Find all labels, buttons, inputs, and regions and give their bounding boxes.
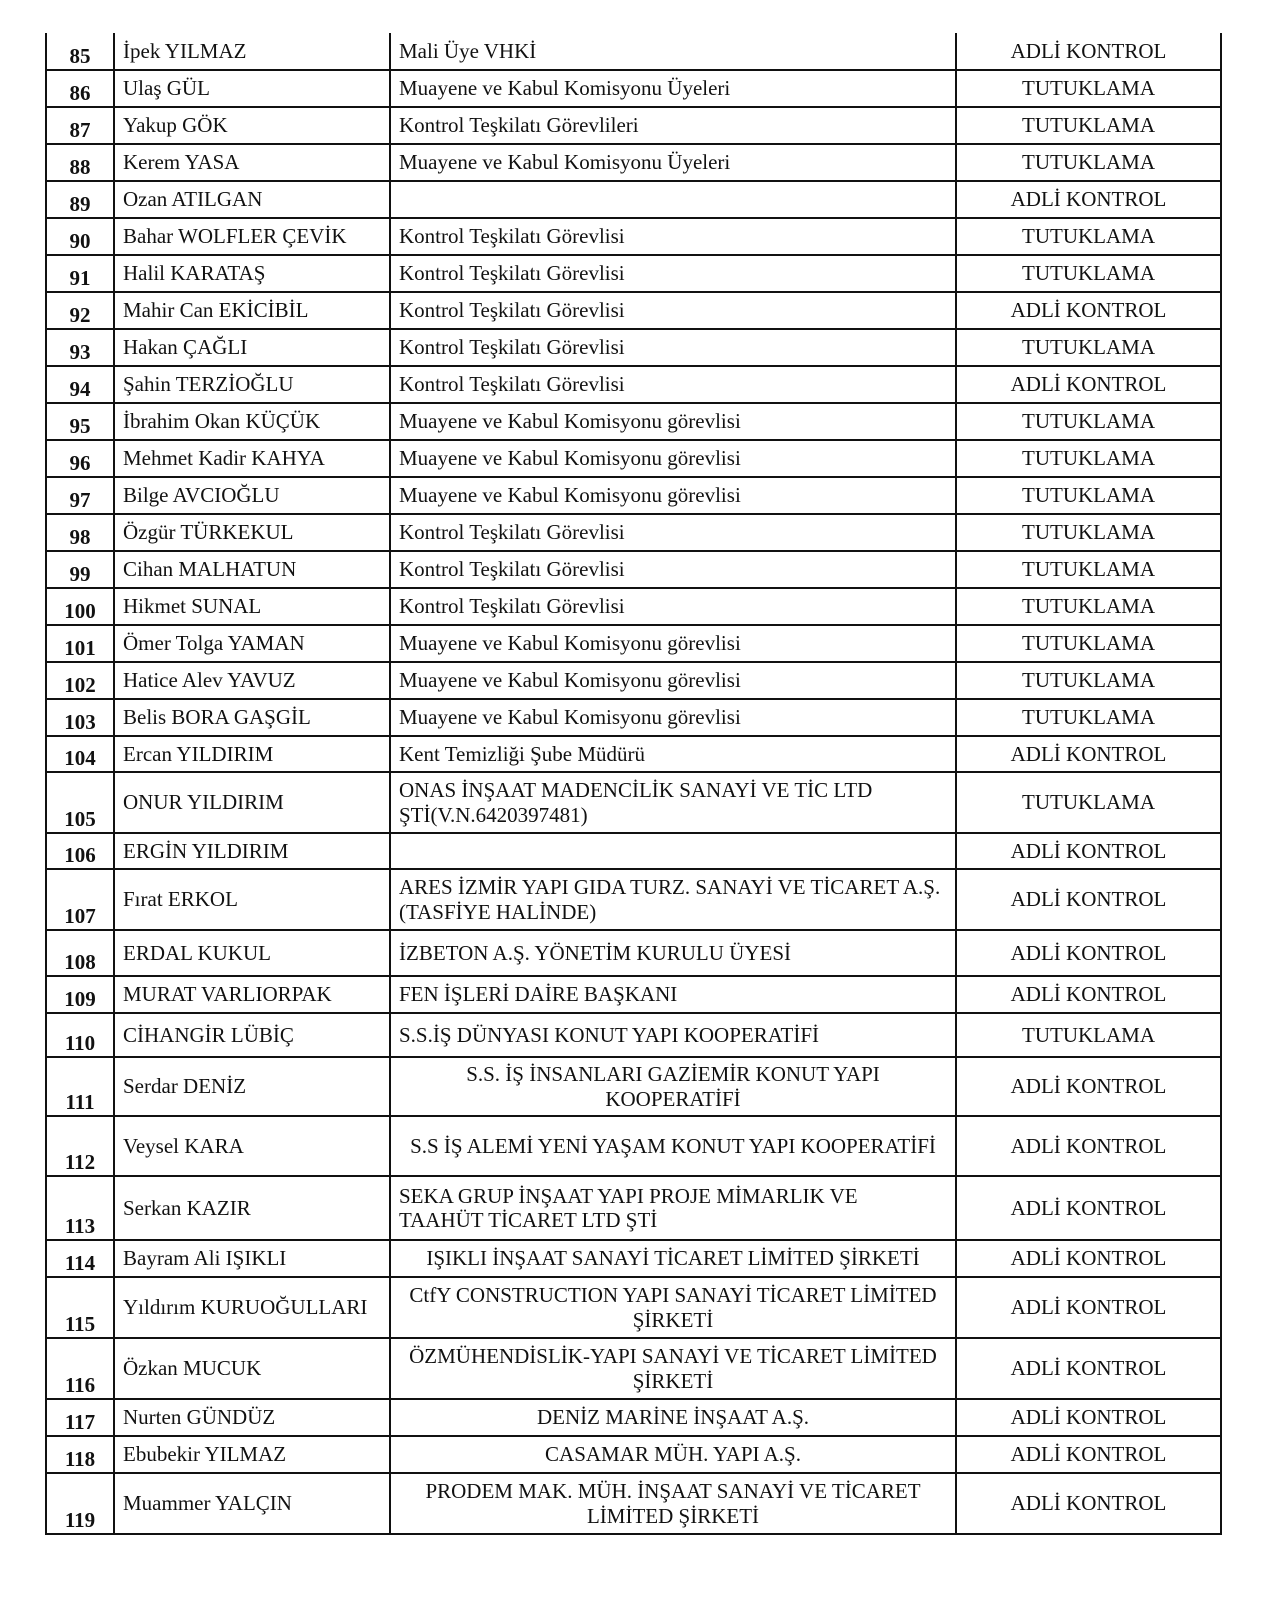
- person-name: ERDAL KUKUL: [114, 930, 390, 976]
- row-number: 99: [46, 551, 114, 588]
- legal-status: TUTUKLAMA: [956, 699, 1221, 736]
- row-number: 91: [46, 255, 114, 292]
- person-name: Şahin TERZİOĞLU: [114, 366, 390, 403]
- table-body: [46, 33, 1221, 1534]
- legal-status: ADLİ KONTROL: [956, 292, 1221, 329]
- person-name: Halil KARATAŞ: [114, 255, 390, 292]
- legal-status: ADLİ KONTROL: [956, 1338, 1221, 1399]
- row-number: 111: [46, 1057, 114, 1116]
- table-row: [46, 144, 1221, 181]
- table-row: [46, 366, 1221, 403]
- table-row: [46, 1399, 1221, 1436]
- position-title: IŞIKLI İNŞAAT SANAYİ TİCARET LİMİTED ŞİRKETİ: [390, 1240, 956, 1277]
- row-number: 101: [46, 625, 114, 662]
- position-title: Muayene ve Kabul Komisyonu Üyeleri: [390, 70, 956, 107]
- position-title: CtfY CONSTRUCTION YAPI SANAYİ TİCARET LİMİTED ŞİRKETİ: [390, 1277, 956, 1338]
- position-title: Kontrol Teşkilatı Görevlisi: [390, 588, 956, 625]
- row-number: 107: [46, 869, 114, 930]
- legal-status: ADLİ KONTROL: [956, 1116, 1221, 1176]
- row-number: 96: [46, 440, 114, 477]
- position-title: Kontrol Teşkilatı Görevlisi: [390, 551, 956, 588]
- person-name: Yıldırım KURUOĞULLARI: [114, 1277, 390, 1338]
- person-name: Özkan MUCUK: [114, 1338, 390, 1399]
- position-title: S.S. İŞ İNSANLARI GAZİEMİR KONUT YAPI KOOPERATİFİ: [390, 1057, 956, 1116]
- legal-status: ADLİ KONTROL: [956, 1176, 1221, 1240]
- person-name: Cihan MALHATUN: [114, 551, 390, 588]
- legal-status: TUTUKLAMA: [956, 255, 1221, 292]
- table-row: [46, 772, 1221, 833]
- legal-status: TUTUKLAMA: [956, 551, 1221, 588]
- legal-status: ADLİ KONTROL: [956, 869, 1221, 930]
- row-number: 95: [46, 403, 114, 440]
- person-name: Ozan ATILGAN: [114, 181, 390, 218]
- legal-status: ADLİ KONTROL: [956, 1277, 1221, 1338]
- table-row: [46, 477, 1221, 514]
- legal-status: TUTUKLAMA: [956, 588, 1221, 625]
- position-title: Kontrol Teşkilatı Görevlisi: [390, 292, 956, 329]
- position-title: Muayene ve Kabul Komisyonu görevlisi: [390, 440, 956, 477]
- table-row: [46, 292, 1221, 329]
- row-number: 116: [46, 1338, 114, 1399]
- legal-status: ADLİ KONTROL: [956, 366, 1221, 403]
- position-title: Kontrol Teşkilatı Görevlisi: [390, 366, 956, 403]
- table-row: [46, 33, 1221, 70]
- table-row: [46, 625, 1221, 662]
- person-name: Özgür TÜRKEKUL: [114, 514, 390, 551]
- position-title: CASAMAR MÜH. YAPI A.Ş.: [390, 1436, 956, 1473]
- row-number: 112: [46, 1116, 114, 1176]
- position-title: Muayene ve Kabul Komisyonu görevlisi: [390, 662, 956, 699]
- row-number: 118: [46, 1436, 114, 1473]
- person-name: Serkan KAZIR: [114, 1176, 390, 1240]
- row-number: 93: [46, 329, 114, 366]
- row-number: 85: [46, 33, 114, 70]
- legal-status: ADLİ KONTROL: [956, 181, 1221, 218]
- table-row: [46, 662, 1221, 699]
- row-number: 86: [46, 70, 114, 107]
- position-title: Kent Temizliği Şube Müdürü: [390, 736, 956, 772]
- position-title: Kontrol Teşkilatı Görevlisi: [390, 218, 956, 255]
- legal-status: TUTUKLAMA: [956, 70, 1221, 107]
- position-title: SEKA GRUP İNŞAAT YAPI PROJE MİMARLIK VE TAAHÜT TİCARET LTD ŞTİ: [390, 1176, 956, 1240]
- person-name: Hikmet SUNAL: [114, 588, 390, 625]
- person-name: Ömer Tolga YAMAN: [114, 625, 390, 662]
- table-row: [46, 1013, 1221, 1057]
- person-name: Hatice Alev YAVUZ: [114, 662, 390, 699]
- person-name: ERGİN YILDIRIM: [114, 833, 390, 869]
- table-row: [46, 699, 1221, 736]
- person-name: Veysel KARA: [114, 1116, 390, 1176]
- row-number: 100: [46, 588, 114, 625]
- person-name: CİHANGİR LÜBİÇ: [114, 1013, 390, 1057]
- legal-status: TUTUKLAMA: [956, 1013, 1221, 1057]
- position-title: DENİZ MARİNE İNŞAAT A.Ş.: [390, 1399, 956, 1436]
- person-name: İpek YILMAZ: [114, 33, 390, 70]
- legal-status: ADLİ KONTROL: [956, 1473, 1221, 1534]
- row-number: 114: [46, 1240, 114, 1277]
- position-title: Kontrol Teşkilatı Görevlisi: [390, 514, 956, 551]
- person-name: Hakan ÇAĞLI: [114, 329, 390, 366]
- legal-status: ADLİ KONTROL: [956, 1436, 1221, 1473]
- person-name: Mahir Can EKİCİBİL: [114, 292, 390, 329]
- row-number: 105: [46, 772, 114, 833]
- table-row: [46, 588, 1221, 625]
- position-title: ONAS İNŞAAT MADENCİLİK SANAYİ VE TİC LTD ŞTİ(V.N.6420397481): [390, 772, 956, 833]
- legal-status: ADLİ KONTROL: [956, 736, 1221, 772]
- table-row: [46, 1176, 1221, 1240]
- legal-status: ADLİ KONTROL: [956, 1399, 1221, 1436]
- row-number: 92: [46, 292, 114, 329]
- row-number: 106: [46, 833, 114, 869]
- person-name: Yakup GÖK: [114, 107, 390, 144]
- person-name: Ulaş GÜL: [114, 70, 390, 107]
- row-number: 90: [46, 218, 114, 255]
- row-number: 97: [46, 477, 114, 514]
- legal-status: ADLİ KONTROL: [956, 930, 1221, 976]
- position-title: Kontrol Teşkilatı Görevlileri: [390, 107, 956, 144]
- position-title: Muayene ve Kabul Komisyonu görevlisi: [390, 625, 956, 662]
- person-name: Bahar WOLFLER ÇEVİK: [114, 218, 390, 255]
- row-number: 104: [46, 736, 114, 772]
- table-row: [46, 70, 1221, 107]
- table-row: [46, 833, 1221, 869]
- person-name: Fırat ERKOL: [114, 869, 390, 930]
- table-row: [46, 403, 1221, 440]
- legal-status: TUTUKLAMA: [956, 218, 1221, 255]
- row-number: 115: [46, 1277, 114, 1338]
- table-row: [46, 1277, 1221, 1338]
- table-row: [46, 1057, 1221, 1116]
- legal-status: ADLİ KONTROL: [956, 976, 1221, 1013]
- table-row: [46, 514, 1221, 551]
- legal-status: TUTUKLAMA: [956, 477, 1221, 514]
- legal-status: TUTUKLAMA: [956, 625, 1221, 662]
- table-row: [46, 1473, 1221, 1534]
- position-title: S.S.İŞ DÜNYASI KONUT YAPI KOOPERATİFİ: [390, 1013, 956, 1057]
- position-title: S.S İŞ ALEMİ YENİ YAŞAM KONUT YAPI KOOPERATİFİ: [390, 1116, 956, 1176]
- person-name: Bayram Ali IŞIKLI: [114, 1240, 390, 1277]
- table-row: [46, 218, 1221, 255]
- position-title: İZBETON A.Ş. YÖNETİM KURULU ÜYESİ: [390, 930, 956, 976]
- legal-status: TUTUKLAMA: [956, 329, 1221, 366]
- position-title: Muayene ve Kabul Komisyonu görevlisi: [390, 403, 956, 440]
- legal-status: TUTUKLAMA: [956, 144, 1221, 181]
- person-name: MURAT VARLIORPAK: [114, 976, 390, 1013]
- row-number: 89: [46, 181, 114, 218]
- row-number: 88: [46, 144, 114, 181]
- table-row: [46, 1116, 1221, 1176]
- table-row: [46, 1436, 1221, 1473]
- position-title: PRODEM MAK. MÜH. İNŞAAT SANAYİ VE TİCARET LİMİTED ŞİRKETİ: [390, 1473, 956, 1534]
- row-number: 98: [46, 514, 114, 551]
- table-row: [46, 255, 1221, 292]
- legal-status: ADLİ KONTROL: [956, 1057, 1221, 1116]
- table-row: [46, 976, 1221, 1013]
- person-name: ONUR YILDIRIM: [114, 772, 390, 833]
- row-number: 108: [46, 930, 114, 976]
- person-name: Serdar DENİZ: [114, 1057, 390, 1116]
- row-number: 103: [46, 699, 114, 736]
- position-title: Kontrol Teşkilatı Görevlisi: [390, 329, 956, 366]
- row-number: 87: [46, 107, 114, 144]
- legal-status: ADLİ KONTROL: [956, 833, 1221, 869]
- row-number: 94: [46, 366, 114, 403]
- legal-status: ADLİ KONTROL: [956, 33, 1221, 70]
- person-name: Belis BORA GAŞGİL: [114, 699, 390, 736]
- row-number: 119: [46, 1473, 114, 1534]
- row-number: 110: [46, 1013, 114, 1057]
- person-name: Kerem YASA: [114, 144, 390, 181]
- position-title: Muayene ve Kabul Komisyonu görevlisi: [390, 699, 956, 736]
- legal-status: TUTUKLAMA: [956, 514, 1221, 551]
- position-title: [390, 833, 956, 869]
- table-row: [46, 930, 1221, 976]
- person-name: Nurten GÜNDÜZ: [114, 1399, 390, 1436]
- position-title: Kontrol Teşkilatı Görevlisi: [390, 255, 956, 292]
- position-title: Muayene ve Kabul Komisyonu görevlisi: [390, 477, 956, 514]
- suspects-table: [45, 33, 1222, 1535]
- row-number: 113: [46, 1176, 114, 1240]
- legal-status: ADLİ KONTROL: [956, 1240, 1221, 1277]
- legal-status: TUTUKLAMA: [956, 440, 1221, 477]
- table-row: [46, 329, 1221, 366]
- person-name: İbrahim Okan KÜÇÜK: [114, 403, 390, 440]
- row-number: 117: [46, 1399, 114, 1436]
- legal-status: TUTUKLAMA: [956, 662, 1221, 699]
- person-name: Mehmet Kadir KAHYA: [114, 440, 390, 477]
- table-row: [46, 181, 1221, 218]
- table-row: [46, 551, 1221, 588]
- person-name: Muammer YALÇIN: [114, 1473, 390, 1534]
- position-title: ARES İZMİR YAPI GIDA TURZ. SANAYİ VE TİCARET A.Ş.(TASFİYE HALİNDE): [390, 869, 956, 930]
- table-row: [46, 1240, 1221, 1277]
- position-title: FEN İŞLERİ DAİRE BAŞKANI: [390, 976, 956, 1013]
- position-title: Mali Üye VHKİ: [390, 33, 956, 70]
- position-title: Muayene ve Kabul Komisyonu Üyeleri: [390, 144, 956, 181]
- row-number: 102: [46, 662, 114, 699]
- row-number: 109: [46, 976, 114, 1013]
- position-title: ÖZMÜHENDİSLİK-YAPI SANAYİ VE TİCARET LİMİTED ŞİRKETİ: [390, 1338, 956, 1399]
- person-name: Ercan YILDIRIM: [114, 736, 390, 772]
- table-row: [46, 107, 1221, 144]
- legal-status: TUTUKLAMA: [956, 107, 1221, 144]
- position-title: [390, 181, 956, 218]
- legal-status: TUTUKLAMA: [956, 403, 1221, 440]
- legal-status: TUTUKLAMA: [956, 772, 1221, 833]
- person-name: Ebubekir YILMAZ: [114, 1436, 390, 1473]
- table-row: [46, 736, 1221, 772]
- table-row: [46, 1338, 1221, 1399]
- table-row: [46, 440, 1221, 477]
- person-name: Bilge AVCIOĞLU: [114, 477, 390, 514]
- table-row: [46, 869, 1221, 930]
